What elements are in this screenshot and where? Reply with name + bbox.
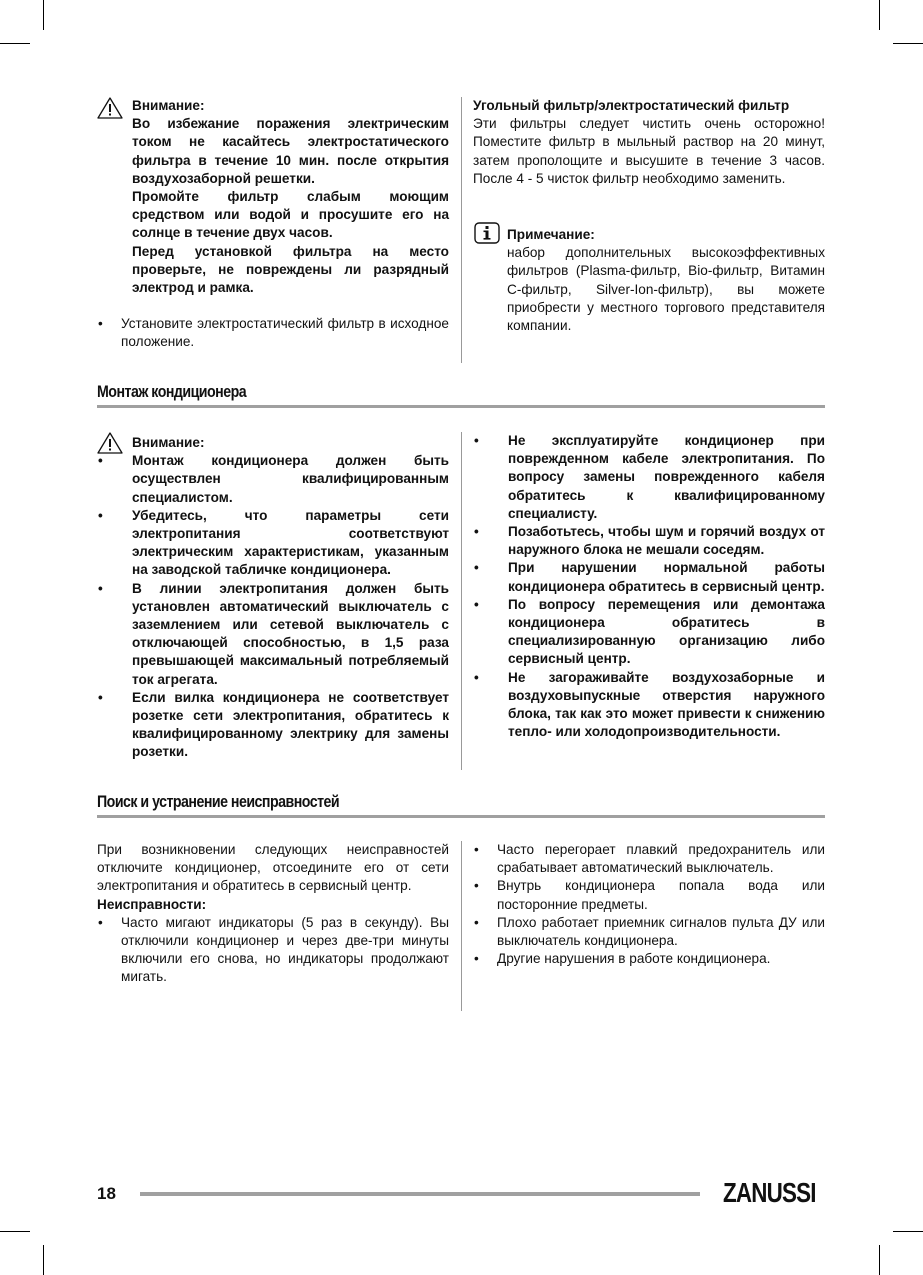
list-item: • Не загораживайте воздухозаборные и воздуховыпускные отверстия наружного блока, так как это может привести к снижению тепло- или холодопроизводительности.: [473, 669, 825, 742]
crop-mark: [893, 43, 923, 44]
bullet-list: [97, 315, 449, 351]
bullet-list: [473, 841, 825, 968]
install-left-column: [97, 434, 449, 762]
list-item: • Плохо работает приемник сигналов пульта ДУ или выключатель кондиционера.: [473, 914, 825, 950]
bullet-list: [97, 914, 449, 987]
warning-title: Внимание:: [132, 435, 205, 450]
info-icon: [474, 222, 500, 244]
list-item: • Другие нарушения в работе кондиционера.: [473, 950, 825, 968]
list-item: • Не эксплуатируйте кондиционер при поврежденном кабеле электропитания. По вопросу замены поврежденного кабеля обратитесь к квалифицированному специалисту.: [473, 432, 825, 523]
note-text: набор дополнительных высокоэффективных фильтров (Plasma-фильтр, Bio-фильтр, Витамин C-фильтр, Silver-Ion-фильтр), вы можете приобрести у местного торгового представителя компании.: [507, 245, 825, 334]
trouble-right-column: [473, 841, 825, 968]
warning-title: Внимание:: [132, 98, 205, 113]
bullet-list: [473, 432, 825, 741]
crop-mark: [0, 43, 30, 44]
warning-text: Промойте фильтр слабым моющим средством или водой и просушите его на солнце в течение двух часов.: [132, 189, 449, 241]
section-heading: Поиск и устранение неисправностей: [97, 793, 340, 811]
paragraph: Эти фильтры следует чистить очень осторожно! Поместите фильтр в мыльный раствор на 20 минут, затем прополощите и высушите в течение 3 часов. После 4 - 5 чисток фильтр необходимо заменить.: [473, 116, 825, 186]
list-item: • Убедитесь, что параметры сети электропитания соответствуют электрическим характеристикам, указанным на заводской табличке кондиционера.: [97, 507, 449, 580]
crop-mark: [879, 1245, 880, 1275]
paragraph: При возникновении следующих неисправностей отключите кондиционер, отсоедините его от сети электропитания и обратитесь в сервисный центр.: [97, 842, 449, 894]
note-block: [507, 226, 825, 335]
brand-logo: ZANUSSI: [723, 1177, 816, 1208]
list-item: • При нарушении нормальной работы кондиционера обратитесь в сервисный центр.: [473, 559, 825, 595]
column-divider: [461, 97, 462, 363]
list-item: • По вопросу перемещения или демонтажа кондиционера обратитесь в специализированную организацию либо сервисный центр.: [473, 596, 825, 669]
list-item: • Установите электростатический фильтр в исходное положение.: [97, 315, 449, 351]
list-item: • Позаботьтесь, чтобы шум и горячий воздух от наружного блока не мешали соседям.: [473, 523, 825, 559]
list-item: • Часто перегорает плавкий предохранитель или срабатывает автоматический выключатель.: [473, 841, 825, 877]
section-subheading: Угольный фильтр/электростатический фильтр: [473, 98, 790, 113]
page-number: 18: [97, 1184, 116, 1203]
top-left-column: [97, 97, 449, 352]
crop-mark: [879, 0, 880, 30]
list-item: • Монтаж кондиционера должен быть осуществлен квалифицированным специалистом.: [97, 452, 449, 507]
top-right-column: [473, 97, 825, 188]
section-rule: [97, 815, 825, 818]
install-right-column: [473, 432, 825, 741]
footer-rule: [140, 1192, 700, 1196]
warning-text: Во избежание поражения электрическим током не касайтесь электростатического фильтра в течение 10 мин. после открытия воздухозаборной решетки.: [132, 116, 449, 186]
crop-mark: [0, 1231, 30, 1232]
list-item: • В линии электропитания должен быть установлен автоматический выключатель с заземлением или сетевой выключатель с отключающей способностью, в 1,5 раза превышающей максимальный потребляемый ток агрегата.: [97, 580, 449, 689]
list-item: • Внутрь кондиционера попала вода или посторонние предметы.: [473, 877, 825, 913]
trouble-left-column: [97, 841, 449, 987]
crop-mark: [43, 1245, 44, 1275]
section-heading: Монтаж кондиционера: [97, 383, 247, 401]
list-item: • Если вилка кондиционера не соответствует розетке сети электропитания, обратитесь к квалифицированному электрику для замены розетки.: [97, 689, 449, 762]
column-divider: [461, 432, 462, 770]
crop-mark: [43, 0, 44, 30]
column-divider: [461, 841, 462, 1011]
note-title: Примечание:: [507, 227, 595, 242]
crop-mark: [893, 1231, 923, 1232]
list-item: • Часто мигают индикаторы (5 раз в секунду). Вы отключили кондиционер и через две-три минуты включили его снова, но индикаторы продолжают мигать.: [97, 914, 449, 987]
section-rule: [97, 405, 825, 408]
bullet-list: [97, 452, 449, 761]
faults-label: Неисправности:: [97, 896, 207, 912]
warning-text: Перед установкой фильтра на место проверьте, не повреждены ли разрядный электрод и рамка.: [132, 243, 449, 296]
